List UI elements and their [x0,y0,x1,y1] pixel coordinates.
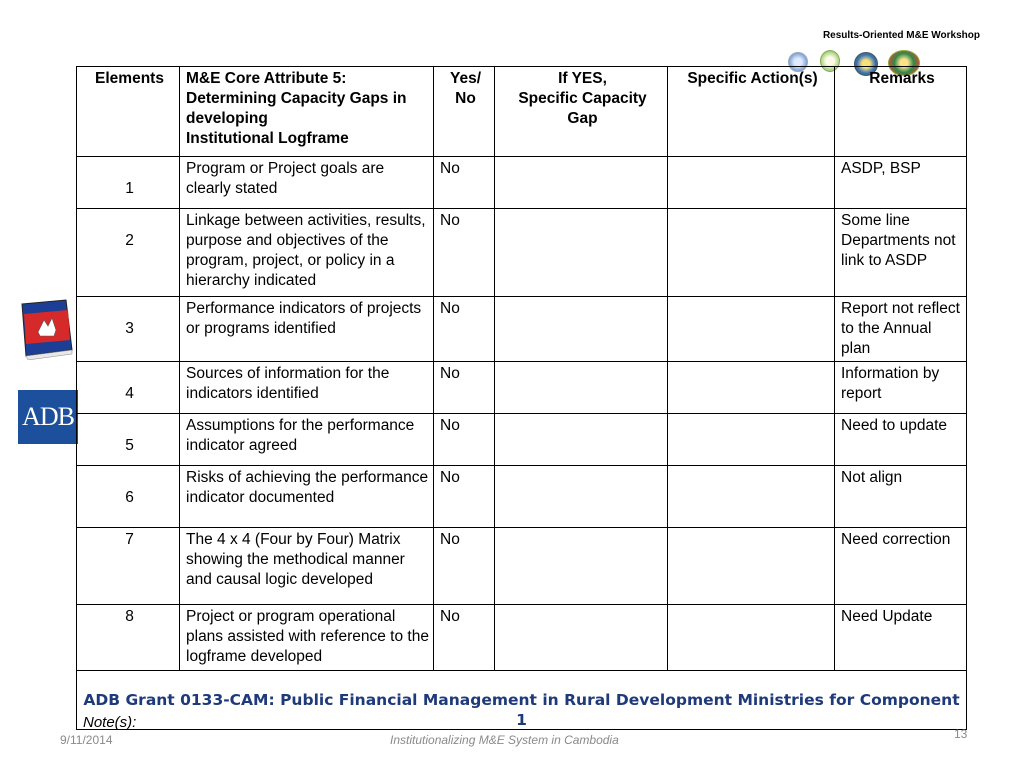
row-yes-no: No [434,605,495,671]
table-row [77,414,967,466]
row-yes-no: No [434,414,495,466]
table-footer-cell [77,671,967,730]
row-capacity-gap [495,466,668,528]
row-number: 6 [77,466,180,528]
row-yes-no: No [434,297,495,362]
row-attribute: Project or program operational plans assisted with reference to the logframe developed [180,605,434,671]
table-row [77,466,967,528]
header-specific-action: Specific Action(s) [668,67,835,157]
row-specific-action [668,466,835,528]
header-if-yes-line: Gap [567,110,598,127]
footer-date: 9/11/2014 [60,733,113,747]
row-number: 4 [77,362,180,414]
row-capacity-gap [495,362,668,414]
adb-logo-text: ADB [22,402,74,431]
row-specific-action [668,528,835,605]
row-yes-no: No [434,209,495,297]
row-attribute: Performance indicators of projects or programs identified [180,297,434,362]
row-specific-action [668,414,835,466]
header-if-yes [495,67,668,157]
table-footer-row [77,671,967,730]
row-specific-action [668,605,835,671]
row-attribute: Assumptions for the performance indicator agreed [180,414,434,466]
row-number: 2 [77,209,180,297]
row-remarks: ASDP, BSP [835,157,967,209]
table-row [77,528,967,605]
row-attribute: Linkage between activities, results, purpose and objectives of the program, project, or policy in a hierarchy indicated [180,209,434,297]
row-capacity-gap [495,414,668,466]
header-attribute-line: Institutional Logframe [186,130,349,147]
row-number: 3 [77,297,180,362]
header-attribute-line: Determining Capacity Gaps in developing [186,90,407,127]
table-row [77,362,967,414]
row-capacity-gap [495,297,668,362]
row-remarks: Information by report [835,362,967,414]
row-capacity-gap [495,605,668,671]
cambodia-flag-book-icon [16,298,76,360]
row-attribute: Sources of information for the indicators identified [180,362,434,414]
header-attribute [180,67,434,157]
row-capacity-gap [495,209,668,297]
table-row [77,605,967,671]
adb-logo [18,390,78,444]
row-yes-no: No [434,528,495,605]
row-remarks: Report not reflect to the Annual plan [835,297,967,362]
row-remarks: Need Update [835,605,967,671]
grant-title: ADB Grant 0133-CAM: Public Financial Management in Rural Development Ministries for Component 1 [83,691,960,729]
table-row [77,297,967,362]
row-capacity-gap [495,157,668,209]
workshop-title: Results-Oriented M&E Workshop [822,30,980,41]
row-specific-action [668,209,835,297]
header-attribute-line: M&E Core Attribute 5: [186,70,347,87]
row-number: 5 [77,414,180,466]
footer-presentation-title: Institutionalizing M&E System in Cambodia [390,733,619,747]
table-row [77,209,967,297]
row-remarks: Need to update [835,414,967,466]
row-number: 1 [77,157,180,209]
row-number: 7 [77,528,180,605]
header-remarks: Remarks [835,67,967,157]
capacity-gaps-table [76,66,967,730]
slide-number: 13 [954,727,968,741]
row-specific-action [668,297,835,362]
header-yes-no-line: Yes/ [449,70,482,87]
row-capacity-gap [495,528,668,605]
row-remarks: Some line Departments not link to ASDP [835,209,967,297]
header-if-yes-line: Specific Capacity [518,90,647,107]
row-yes-no: No [434,362,495,414]
notes-label: Note(s): [83,714,137,731]
row-attribute: Risks of achieving the performance indicator documented [180,466,434,528]
row-attribute: The 4 x 4 (Four by Four) Matrix showing the methodical manner and causal logic developed [180,528,434,605]
row-attribute: Program or Project goals are clearly stated [180,157,434,209]
header-yes-no-line: No [455,90,476,107]
table-row [77,157,967,209]
row-specific-action [668,157,835,209]
header-yes-no [434,67,495,157]
row-specific-action [668,362,835,414]
row-number: 8 [77,605,180,671]
row-remarks: Need correction [835,528,967,605]
row-yes-no: No [434,157,495,209]
header-if-yes-line: If YES, [558,70,607,87]
row-remarks: Not align [835,466,967,528]
header-elements: Elements [77,67,180,157]
row-yes-no: No [434,466,495,528]
